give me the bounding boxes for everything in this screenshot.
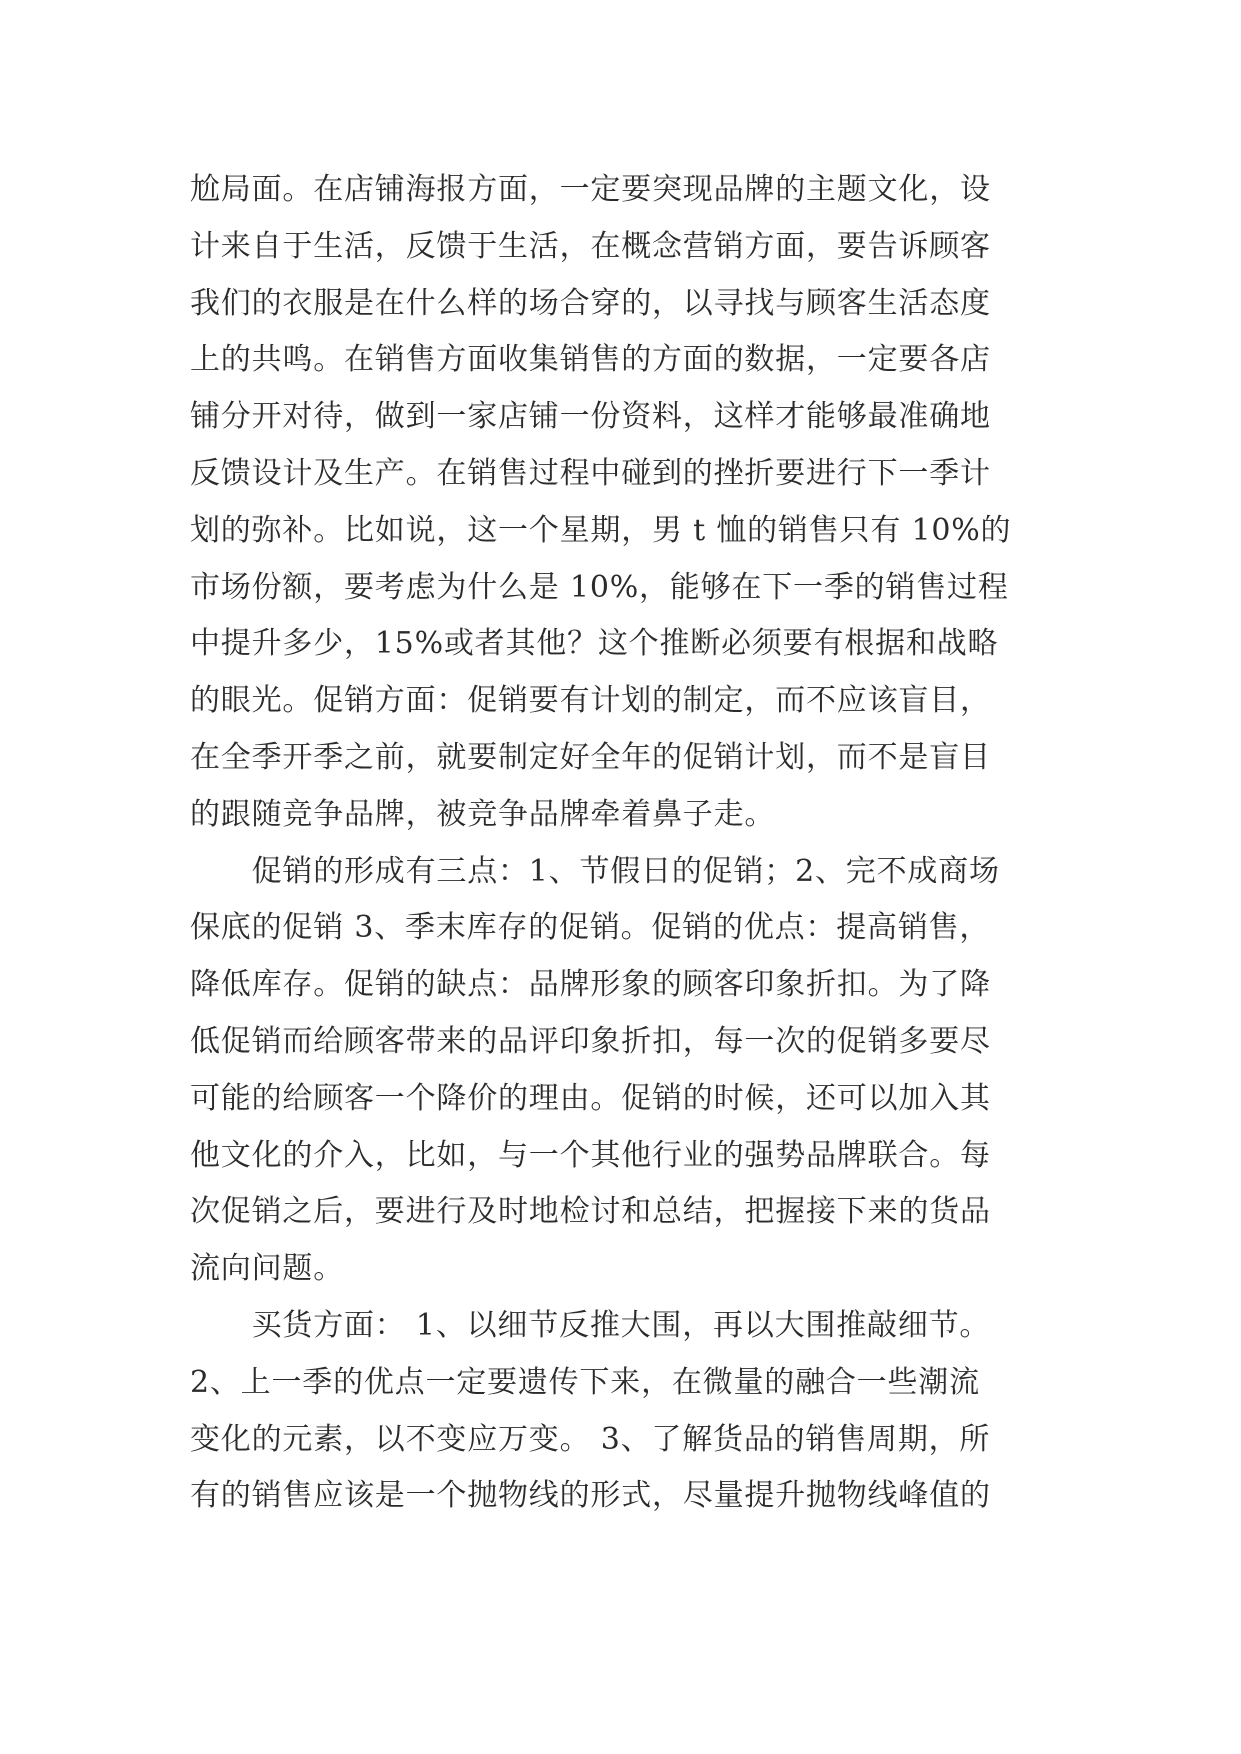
text-line: 买货方面： 1、以细节反推大围，再以大围推敲细节。 [190, 1307, 991, 1343]
text-line: 他文化的介入，比如，与一个其他行业的强势品牌联合。每 [190, 1137, 991, 1173]
text-line: 铺分开对待，做到一家店铺一份资料，这样才能够最准确地 [190, 399, 991, 435]
text-line: 次促销之后，要进行及时地检讨和总结，把握接下来的货品 [190, 1194, 991, 1230]
text-line: 变化的元素，以不变应万变。 3、了解货品的销售周期，所 [190, 1421, 991, 1457]
text-line: 2、上一季的优点一定要遗传下来，在微量的融合一些潮流 [190, 1364, 980, 1400]
text-line: 计来自于生活，反馈于生活，在概念营销方面，要告诉顾客 [190, 228, 991, 264]
text-line: 可能的给顾客一个降价的理由。促销的时候，还可以加入其 [190, 1080, 991, 1116]
text-line: 的眼光。促销方面：促销要有计划的制定，而不应该盲目， [190, 683, 991, 719]
text-line: 保底的促销 3、季末库存的促销。促销的优点：提高销售， [190, 910, 991, 946]
text-line: 的跟随竞争品牌，被竞争品牌牵着鼻子走。 [190, 796, 776, 832]
text-line: 降低库存。促销的缺点：品牌形象的顾客印象折扣。为了降 [190, 967, 991, 1003]
body-text [190, 162, 1070, 1525]
text-line: 划的弥补。比如说，这一个星期，男 t 恤的销售只有 10%的 [190, 512, 1012, 548]
text-line: 尬局面。在店铺海报方面，一定要突现品牌的主题文化，设 [190, 172, 991, 207]
text-line: 流向问题。 [190, 1251, 344, 1287]
text-line: 低促销而给顾客带来的品评印象折扣，每一次的促销多要尽 [190, 1023, 991, 1059]
text-line: 市场份额，要考虑为什么是 10%，能够在下一季的销售过程 [190, 569, 1009, 605]
text-line: 我们的衣服是在什么样的场合穿的，以寻找与顾客生活态度 [190, 285, 991, 321]
text-line: 促销的形成有三点：1、节假日的促销；2、完不成商场 [190, 853, 1000, 889]
text-line: 中提升多少，15%或者其他？这个推断必须要有根据和战略 [190, 626, 999, 662]
text-line: 有的销售应该是一个抛物线的形式，尽量提升抛物线峰值的 [190, 1478, 991, 1514]
text-line: 反馈设计及生产。在销售过程中碰到的挫折要进行下一季计 [190, 455, 991, 491]
text-line: 上的共鸣。在销售方面收集销售的方面的数据，一定要各店 [190, 342, 991, 378]
text-line: 在全季开季之前，就要制定好全年的促销计划，而不是盲目 [190, 739, 991, 775]
